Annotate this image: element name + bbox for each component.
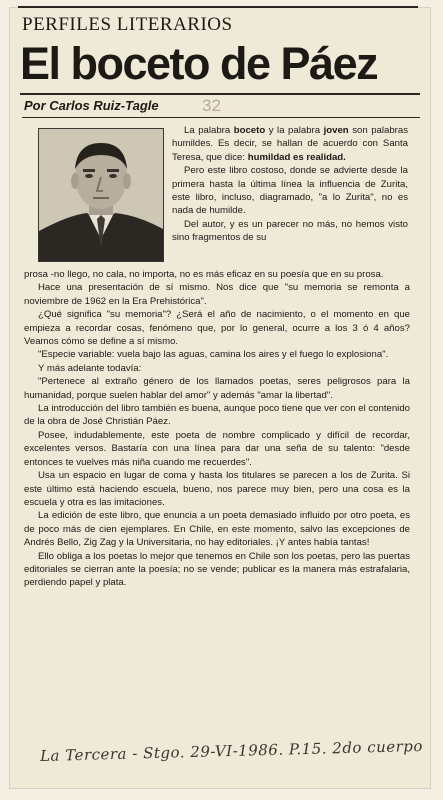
body-paragraph: Ello obliga a los poetas lo mejor que tenemos en Chile son los poetas, pero las puertas editoriales se cierran ante la poesía; no se vende; publicar es la manera más estrafalaria, perdiendo papel y plata. <box>24 550 410 589</box>
intro-paragraph-2: Pero este libro costoso, donde se advierte desde la primera hasta la última línea la influencia de Zurita, este libro, incluso, diagramado, "a lo Zurita", no es nada de humilde. <box>172 165 408 217</box>
body-paragraph: "Pertenece al extraño género de los llamados poetas, seres peligrosos para la humanidad, porque suelen hablar del amor" y además "amar la libertad". <box>24 376 410 401</box>
intro-paragraph-3: Del autor, y es un parecer no más, no hemos visto sino fragmentos de su <box>172 218 408 244</box>
pencil-page-note: 32 <box>202 96 221 115</box>
body-paragraph: Usa un espacio en lugar de coma y hasta los titulares se parecen a los de Zurita. Si este último está haciendo escuela, bueno, nos parece muy bien, pero una cosa es la escuela y otra es las imitaciones. <box>24 470 410 508</box>
body-paragraph: Posee, indudablemente, este poeta de nombre complicado y difícil de recordar, excelentes versos. Bastaría con una línea para dar una seña de su talento: "desde entonces te vuelves más niña cuando me recuerdes". <box>24 429 410 468</box>
headline-rule <box>20 93 420 95</box>
byline-rule <box>22 117 420 118</box>
section-title: PERFILES LITERARIOS <box>22 14 233 35</box>
body-paragraph: La introducción del libro también es buena, aunque poco tiene que ver con el contenido de la obra de José Christián Páez. <box>24 403 410 428</box>
intro-paragraph-1: La palabra boceto y la palabra joven son palabras humildes. Es decir, se hallan de acuerdo con Santa Teresa, que dice: humildad es realidad. <box>172 125 409 163</box>
body-paragraph: "Especie variable: vuela bajo las aguas, camina los aires y el fuego lo explosiona". <box>38 349 389 361</box>
top-rule <box>18 6 418 8</box>
article-body <box>24 268 410 590</box>
headline: El boceto de Páez <box>20 38 378 89</box>
body-paragraph: Y más adelante todavía: <box>38 362 142 374</box>
body-paragraph: La edición de este libro, que enuncia a un poeta demasiado influido por otro poeta, es de poco más de cien ejemplares. En Chile, en este momento, salvo las excepciones de Andrés Bello, Zig Zag y la Universitaria, no hay editoriales. ¡Y antes había tantas! <box>24 510 410 549</box>
author-portrait <box>38 128 164 262</box>
body-paragraph: prosa -no llego, no cala, no importa, no es más eficaz en su poesía que en su prosa. <box>24 269 384 280</box>
article-intro-column <box>172 124 408 245</box>
byline: Por Carlos Ruiz-Tagle <box>24 98 159 113</box>
body-paragraph: ¿Qué significa "su memoria"? ¿Será el año de nacimiento, o el momento en que empieza a recordar cosas, fenómeno que, por lo general, ocurre a los 3 ó 4 años? Veamos cómo se define a sí mismo. <box>24 309 410 348</box>
handwritten-source-note: La Tercera - Stgo. 29-VI-1986. P.15. 2do cuerpo <box>39 736 424 765</box>
body-paragraph: Hace una presentación de sí mismo. Nos dice que "su memoria se remonta a noviembre de 1962 en la Era Prehistórica". <box>24 282 410 307</box>
